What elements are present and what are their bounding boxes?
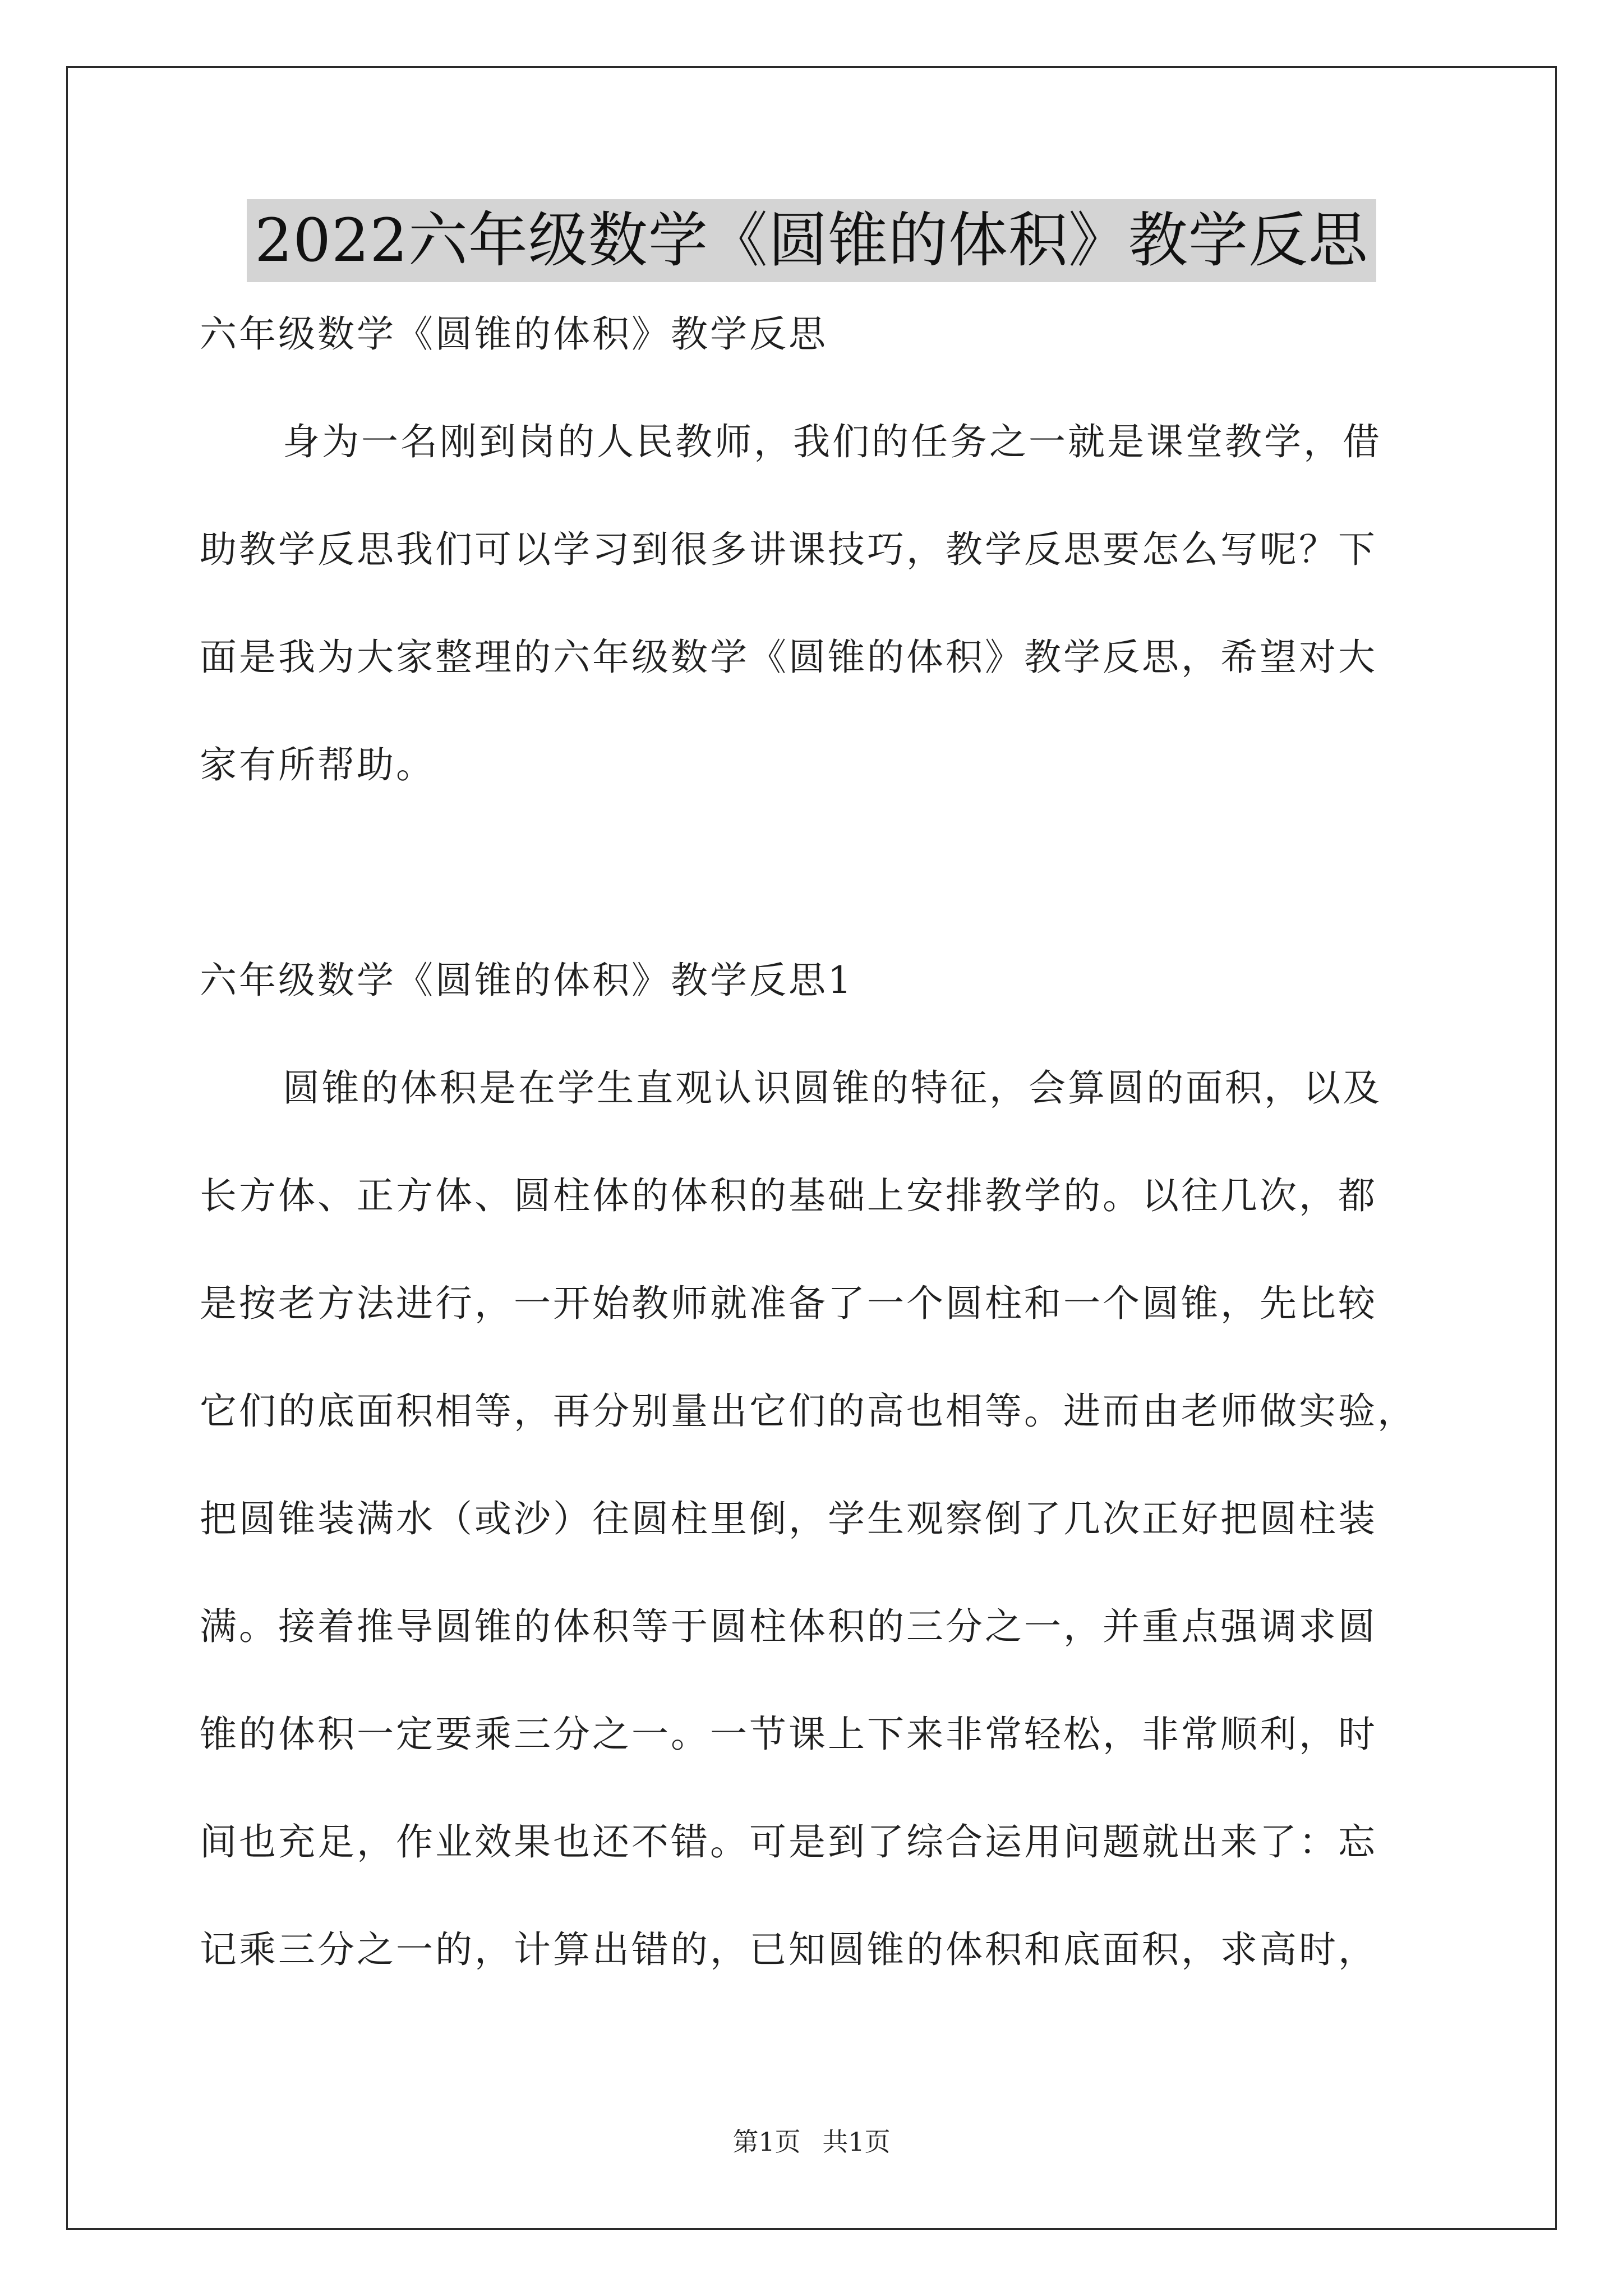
body-line: 记乘三分之一的，计算出错的，已知圆锥的体积和底面积，求高时， [200, 1928, 1377, 1971]
body-line: 间也充足，作业效果也还不错。可是到了综合运用问题就出来了：忘 [200, 1820, 1377, 1864]
document-body [200, 307, 1428, 1977]
body-line: 它们的底面积相等，再分别量出它们的高也相等。进而由老师做实验， [200, 1389, 1417, 1433]
intro-line: 家有所帮助。 [200, 743, 435, 786]
section-heading: 六年级数学《圆锥的体积》教学反思1 [200, 959, 854, 1002]
body-line: 锥的体积一定要乘三分之一。一节课上下来非常轻松，非常顺利，时 [200, 1713, 1377, 1756]
intro-line: 面是我为大家整理的六年级数学《圆锥的体积》教学反思，希望对大 [200, 636, 1377, 679]
body-line: 圆锥的体积是在学生直观认识圆锥的特征，会算圆的面积，以及 [283, 1066, 1382, 1110]
intro-line: 助教学反思我们可以学习到很多讲课技巧，教学反思要怎么写呢？下 [200, 528, 1377, 571]
page-footer [0, 2125, 1623, 2159]
title-container [0, 199, 1623, 282]
document-title: 2022六年级数学《圆锥的体积》教学反思 [247, 199, 1376, 282]
body-line: 满。接着推导圆锥的体积等于圆柱体积的三分之一，并重点强调求圆 [200, 1605, 1377, 1648]
page-total: 共1页 [822, 2127, 891, 2157]
body-line: 是按老方法进行，一开始教师就准备了一个圆柱和一个圆锥，先比较 [200, 1282, 1377, 1325]
intro-line: 身为一名刚到岗的人民教师，我们的任务之一就是课堂教学，借 [283, 420, 1382, 463]
body-line: 长方体、正方体、圆柱体的体积的基础上安排教学的。以往几次，都 [200, 1174, 1377, 1217]
page-number: 第1页 [732, 2127, 801, 2157]
body-line: 把圆锥装满水（或沙）往圆柱里倒，学生观察倒了几次正好把圆柱装 [200, 1497, 1377, 1540]
section-heading: 六年级数学《圆锥的体积》教学反思 [200, 312, 828, 356]
